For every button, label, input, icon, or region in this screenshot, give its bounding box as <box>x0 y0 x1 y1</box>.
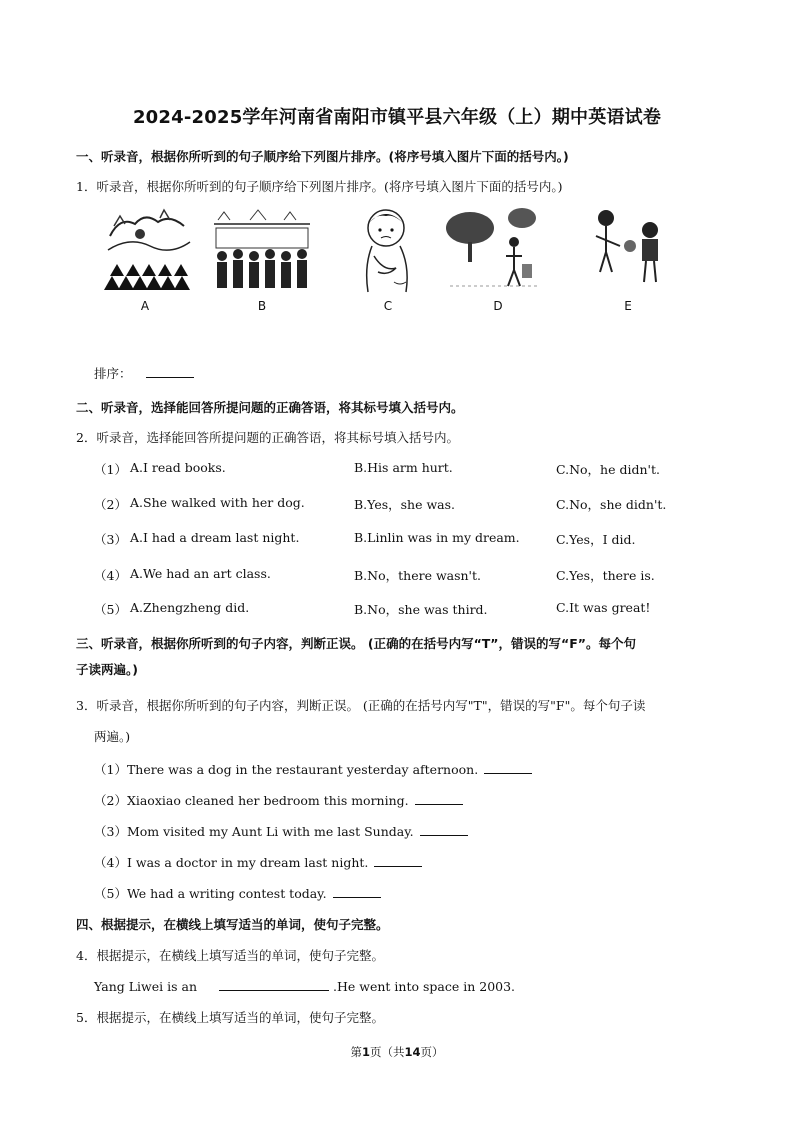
picture-c-label: C <box>383 299 393 313</box>
q2-row-number: （3） <box>94 532 127 547</box>
question-5-text: 5．根据提示，在横线上填写适当的单词，使句子完整。 <box>76 1010 384 1025</box>
option-c: C.It was great! <box>556 600 651 615</box>
answer-blank[interactable] <box>415 791 463 805</box>
q3-item-text: （5）We had a writing contest today. <box>94 886 327 901</box>
q3-item-text: （1）There was a dog in the restaurant yesterday afternoon. <box>94 762 479 777</box>
picture-c <box>344 206 434 313</box>
order-label: 排序： <box>94 366 132 381</box>
q4-sentence-start: Yang Liwei is an <box>94 979 198 994</box>
picture-a-label: A <box>140 299 150 313</box>
page-title: 2024-2025学年河南省南阳市镇平县六年级（上）期中英语试卷 <box>132 107 662 128</box>
q3-item-text: （2）Xiaoxiao cleaned her bedroom this morning. <box>94 793 409 808</box>
picture-a <box>100 206 194 313</box>
answer-blank[interactable] <box>219 977 329 991</box>
answer-blank[interactable] <box>374 853 422 867</box>
q2-row-number: （2） <box>94 497 127 512</box>
question-1-text: 1．听录音，根据你所听到的句子顺序给下列图片排序。(将序号填入图片下面的括号内。) <box>76 179 563 194</box>
answer-blank[interactable] <box>333 884 381 898</box>
page-footer <box>0 1044 794 1060</box>
q3-item <box>94 791 463 809</box>
order-blank[interactable] <box>146 364 194 378</box>
option-a: A.I had a dream last night. <box>130 530 300 545</box>
section-4-heading: 四、根据提示，在横线上填写适当的单词，使句子完整。 <box>76 917 389 932</box>
question-3-text-cont: 两遍。) <box>94 729 131 744</box>
section-3-heading: 三、听录音，根据你所听到的句子内容，判断正误。 (正确的在括号内写“T”，错误的写“F”。每个句 <box>76 636 636 651</box>
q3-item-text: （3）Mom visited my Aunt Li with me last Sunday. <box>94 824 414 839</box>
section-2-heading: 二、听录音，选择能回答所提问题的正确答语，将其标号填入括号内。 <box>76 400 464 415</box>
q2-row-number: （5） <box>94 602 127 617</box>
q2-row-number: （1） <box>94 462 127 477</box>
q2-row-number: （4） <box>94 568 127 583</box>
footer-middle: 页（共 <box>370 1045 405 1059</box>
option-c: C.No，he didn't. <box>556 462 660 477</box>
option-b: B.Yes，she was. <box>354 497 456 512</box>
option-c: C.Yes，there is. <box>556 568 655 583</box>
picture-d-label: D <box>493 299 503 313</box>
picture-b-label: B <box>257 299 267 313</box>
q3-item <box>94 760 532 778</box>
picture-e-label: E <box>624 299 632 313</box>
section-3-heading-cont: 子读两遍。) <box>76 662 138 677</box>
q3-item <box>94 853 422 871</box>
page-number: 1 <box>361 1045 370 1059</box>
picture-b <box>210 206 314 313</box>
option-c: C.No，she didn't. <box>556 497 667 512</box>
picture-d <box>440 206 552 313</box>
picture-row <box>96 206 696 318</box>
q4-sentence <box>94 977 515 994</box>
picture-e <box>586 206 676 313</box>
q3-item <box>94 822 468 840</box>
option-c: C.Yes，I did. <box>556 532 636 547</box>
option-a: A.We had an art class. <box>130 566 271 581</box>
order-line <box>94 364 194 382</box>
option-a: A.I read books. <box>130 460 226 475</box>
answer-blank[interactable] <box>420 822 468 836</box>
section-1-heading: 一、听录音，根据你所听到的句子顺序给下列图片排序。(将序号填入图片下面的括号内。) <box>76 149 569 164</box>
option-b: B.His arm hurt. <box>354 460 453 475</box>
footer-prefix: 第 <box>350 1045 362 1059</box>
question-4-text: 4．根据提示，在横线上填写适当的单词，使句子完整。 <box>76 948 384 963</box>
q3-item <box>94 884 381 902</box>
question-3-text: 3．听录音，根据你所听到的句子内容，判断正误。 (正确的在括号内写"T"，错误的写"F"。每个句子读 <box>76 698 646 713</box>
answer-blank[interactable] <box>484 760 532 774</box>
option-b: B.No，she was third. <box>354 602 488 617</box>
option-a: A.Zhengzheng did. <box>130 600 250 615</box>
option-b: B.No，there wasn't. <box>354 568 481 583</box>
total-pages: 14 <box>404 1045 421 1059</box>
footer-suffix: 页） <box>420 1045 444 1059</box>
option-a: A.She walked with her dog. <box>130 495 305 510</box>
question-2-text: 2．听录音，选择能回答所提问题的正确答语，将其标号填入括号内。 <box>76 430 459 445</box>
q3-item-text: （4）I was a doctor in my dream last night. <box>94 855 369 870</box>
option-b: B.Linlin was in my dream. <box>354 530 520 545</box>
q4-sentence-end: .He went into space in 2003. <box>333 979 516 994</box>
